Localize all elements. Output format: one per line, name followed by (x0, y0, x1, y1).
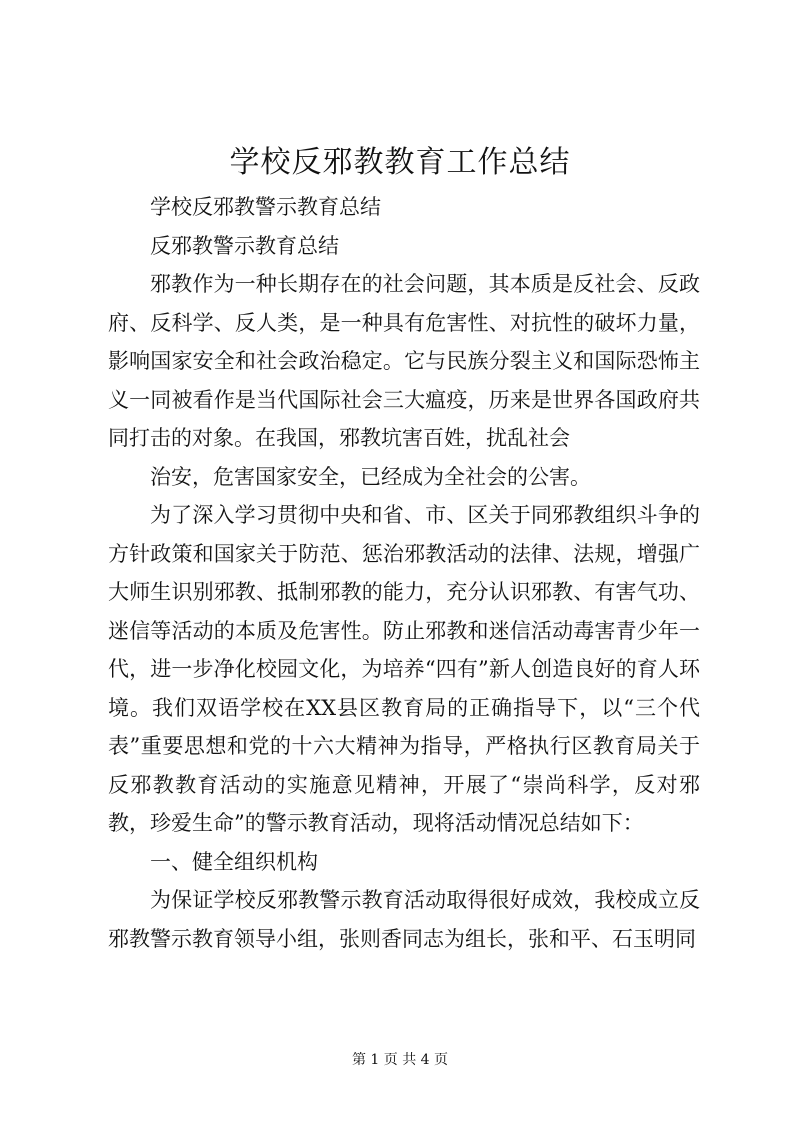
paragraph-organization: 为保证学校反邪教警示教育活动取得很好成效，我校成立反邪教警示教育领导小组，张则香同志为组长，张和平、石玉明同 (108, 888, 700, 951)
paragraph-continuation: 治安，危害国家安全，已经成为全社会的公害。 (150, 464, 591, 489)
paragraph-heading: 反邪教警示教育总结 (150, 233, 339, 258)
section-heading-organization: 一、健全组织机构 (150, 849, 318, 874)
paragraph-purpose: 为了深入学习贯彻中央和省、市、区关于同邪教组织斗争的方针政策和国家关于防范、惩治邪教活动的法律、法规，增强广大师生识别邪教、抵制邪教的能力，充分认识邪教、有害气功、迷信等活动的本质及危害性。防止邪教和迷信活动毒害青少年一代，进一步净化校园文化，为培养“四有”新人创造良好的育人环境。我们双语学校在XX县区教育局的正确指导下，以“三个代表”重要思想和党的十六大精神为指导，严格执行区教育局关于反邪教教育活动的实施意见精神，开展了“崇尚科学，反对邪教，珍爱生命”的警示教育活动，现将活动情况总结如下： (108, 503, 700, 835)
page-number-footer: 第 1 页 共 4 页 (351, 1052, 449, 1068)
document-body (108, 188, 700, 958)
document-title: 学校反邪教教育工作总结 (229, 145, 571, 180)
paragraph-subtitle: 学校反邪教警示教育总结 (150, 195, 381, 219)
paragraph-intro: 邪教作为一种长期存在的社会问题，其本质是反社会、反政府、反科学、反人类，是一种具有危害性、对抗性的破坏力量，影响国家安全和社会政治稳定。它与民族分裂主义和国际恐怖主义一同被看作是当代国际社会三大瘟疫，历来是世界各国政府共同打击的对象。在我国，邪教坑害百姓，扰乱社会 (108, 272, 700, 450)
